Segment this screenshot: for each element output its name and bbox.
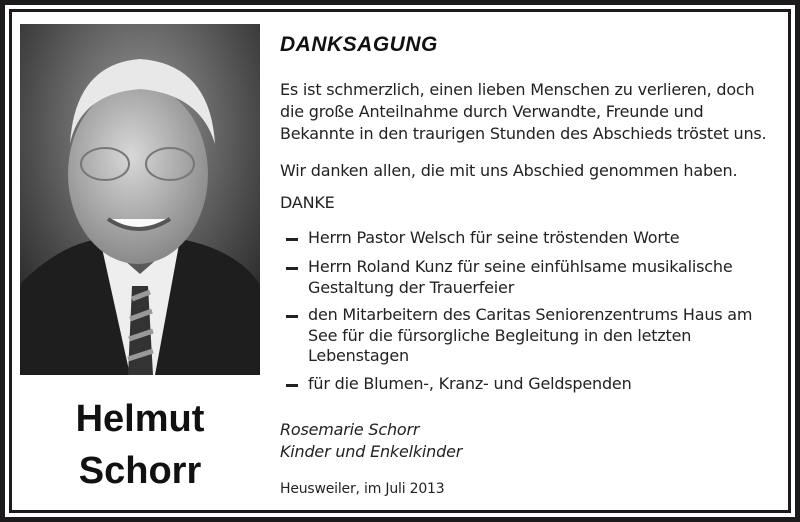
thanks-item-line: Gestaltung der Trauerfeier	[308, 278, 515, 297]
intro-line: die große Anteilnahme durch Verwandte, Freunde und	[280, 102, 704, 121]
thanks-item-line: Lebenstagen	[308, 346, 409, 365]
thanks-all-text: Wir danken allen, die mit uns Abschied genommen haben.	[280, 161, 738, 180]
thanks-item-line: Herrn Pastor Welsch für seine tröstenden Worte	[308, 228, 680, 247]
thanks-item-line: See für die fürsorgliche Begleitung in den letzten	[308, 326, 692, 345]
dash-bullet	[286, 267, 298, 270]
portrait-photo	[20, 24, 260, 375]
thanks-item-line: Herrn Roland Kunz für seine einfühlsame musikalische	[308, 257, 733, 276]
dash-bullet	[286, 384, 298, 387]
deceased-first-name: Helmut	[75, 398, 205, 440]
intro-line: Bekannte in den traurigen Stunden des Abschieds tröstet uns.	[280, 124, 767, 143]
thanks-item-line: für die Blumen-, Kranz- und Geldspenden	[308, 374, 632, 393]
notice-title: DANKSAGUNG	[280, 33, 438, 56]
danke-heading: DANKE	[280, 193, 335, 212]
thanks-item-line: den Mitarbeitern des Caritas Seniorenzentrums Haus am	[308, 305, 753, 324]
dash-bullet	[286, 315, 298, 318]
place-date: Heusweiler, im Juli 2013	[280, 481, 445, 497]
signature-line: Rosemarie Schorr	[280, 420, 420, 439]
signature-line: Kinder und Enkelkinder	[280, 442, 463, 461]
dash-bullet	[286, 238, 298, 241]
deceased-last-name: Schorr	[78, 450, 202, 492]
intro-line: Es ist schmerzlich, einen lieben Menschen zu verlieren, doch	[280, 80, 755, 99]
